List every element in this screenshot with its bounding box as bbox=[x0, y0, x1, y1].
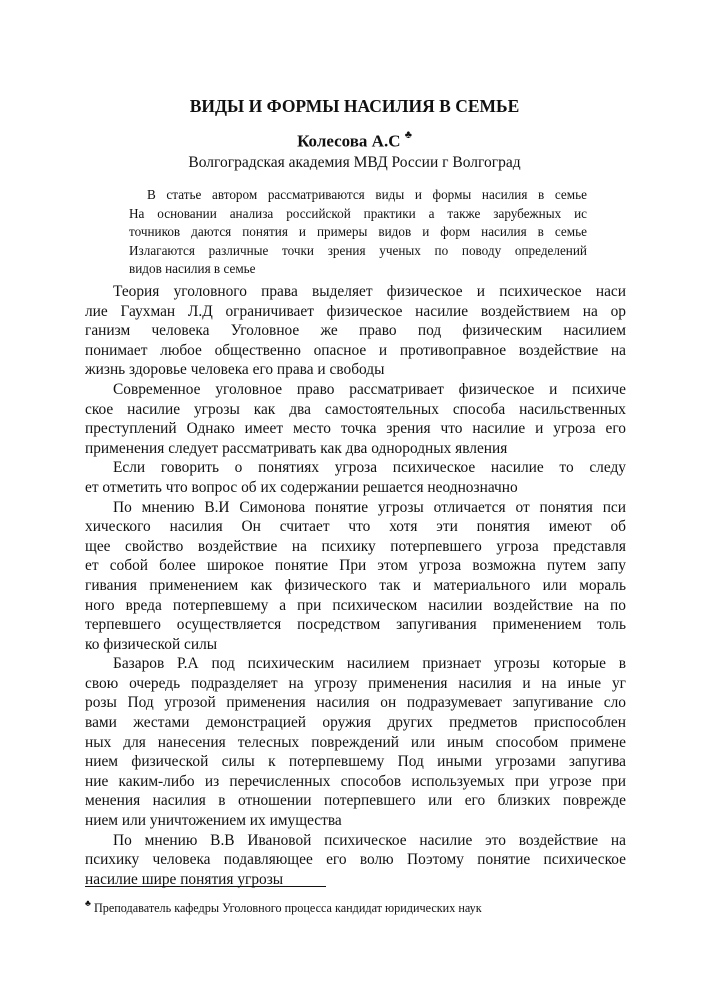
body-line: ет собой более широкое понятие При этом угроза возможна путем запу bbox=[85, 557, 626, 575]
body-line: гивания применением как физического так и материального или мораль bbox=[85, 576, 626, 594]
abstract-line: В статье автором рассматриваются виды и формы насилия в семье bbox=[147, 187, 587, 202]
body-line: По мнению В.В Ивановой психическое насилие это воздействие на bbox=[113, 831, 626, 849]
author-name: Колесова А.С bbox=[297, 131, 401, 151]
body-line: понимает любое общественно опасное и противоправное воздействие на bbox=[85, 341, 626, 359]
footnote-mark-icon: ♣ bbox=[85, 898, 91, 908]
article-body bbox=[85, 282, 626, 889]
body-line: Если говорить о понятиях угроза психическое насилие то следу bbox=[113, 459, 626, 477]
body-line: психику человека подавляющее его волю Поэтому понятие психическое bbox=[85, 851, 626, 869]
body-line: ние каким-либо из перечисленных способов используемых при угрозе при bbox=[85, 772, 626, 790]
body-line: насилие шире понятия угрозы bbox=[85, 870, 284, 888]
body-line: вами жестами демонстрацией оружия других предметов приспособлен bbox=[85, 714, 626, 732]
body-line: ного вреда потерпевшему а при психическом насилии воздействие на по bbox=[85, 596, 626, 614]
abstract-line: Излагаются различные точки зрения ученых по поводу определений bbox=[129, 242, 587, 258]
body-line: Современное уголовное право рассматривает физическое и психиче bbox=[113, 380, 626, 398]
body-line: ганизм человека Уголовное же право под физическим насилием bbox=[85, 322, 626, 340]
body-line: хического насилия Он считает что хотя эти понятия имеют об bbox=[85, 518, 626, 536]
footnote bbox=[85, 899, 645, 916]
body-line: ское насилие угрозы как два самостоятельных способа насильственных bbox=[85, 400, 626, 418]
footnote-divider bbox=[85, 886, 326, 887]
body-line: менения насилия в отношении потерпевшего или его близких поврежде bbox=[85, 792, 626, 810]
body-line: жизнь здоровье человека его права и свободы bbox=[85, 361, 385, 379]
footnote-mark-icon: ♣ bbox=[404, 129, 412, 141]
body-line: применения следует рассматривать как два однородных явления bbox=[85, 439, 508, 457]
body-line: Базаров Р.А под психическим насилием признает угрозы которые в bbox=[113, 655, 626, 673]
body-line: нием или уничтожением их имущества bbox=[85, 812, 342, 830]
affiliation: Волгоградская академия МВД России г Волгоград bbox=[188, 154, 521, 171]
abstract bbox=[129, 186, 587, 279]
abstract-line: видов насилия в семье bbox=[129, 261, 256, 277]
abstract-line: На основании анализа российской практики а также зарубежных ис bbox=[129, 205, 587, 221]
body-line: преступлений Однако имеет место точка зрения что насилие и угроза его bbox=[85, 420, 626, 438]
body-line: терпевшего осуществляется посредством запугивания применением толь bbox=[85, 616, 626, 634]
body-line: щее свойство воздействие на психику потерпевшего угроза представля bbox=[85, 537, 626, 555]
body-line: ных для нанесения телесных повреждений или иным способом примене bbox=[85, 733, 626, 751]
author-line bbox=[0, 131, 709, 152]
body-line: ет отметить что вопрос об их содержании решается неоднозначно bbox=[85, 478, 518, 496]
article-title: ВИДЫ И ФОРМЫ НАСИЛИЯ В СЕМЬЕ bbox=[189, 96, 520, 116]
body-line: нием физической силы к потерпевшему Под иными угрозами запугива bbox=[85, 753, 626, 771]
body-line: розы Под угрозой применения насилия он подразумевает запугивание сло bbox=[85, 694, 626, 712]
abstract-line: точников даются понятия и примеры видов и форм насилия в семье bbox=[129, 224, 587, 240]
body-line: ко физической силы bbox=[85, 635, 218, 653]
body-line: лие Гаухман Л.Д ограничивает физическое насилие воздействием на ор bbox=[85, 302, 626, 320]
body-line: Теория уголовного права выделяет физическое и психическое наси bbox=[113, 283, 626, 300]
body-line: По мнению В.И Симонова понятие угрозы отличается от понятия пси bbox=[113, 498, 626, 516]
body-line: свою очередь подразделяет на угрозу применения насилия и на иные уг bbox=[85, 674, 626, 692]
footnote-text: Преподаватель кафедры Уголовного процесса кандидат юридических наук bbox=[93, 901, 482, 916]
